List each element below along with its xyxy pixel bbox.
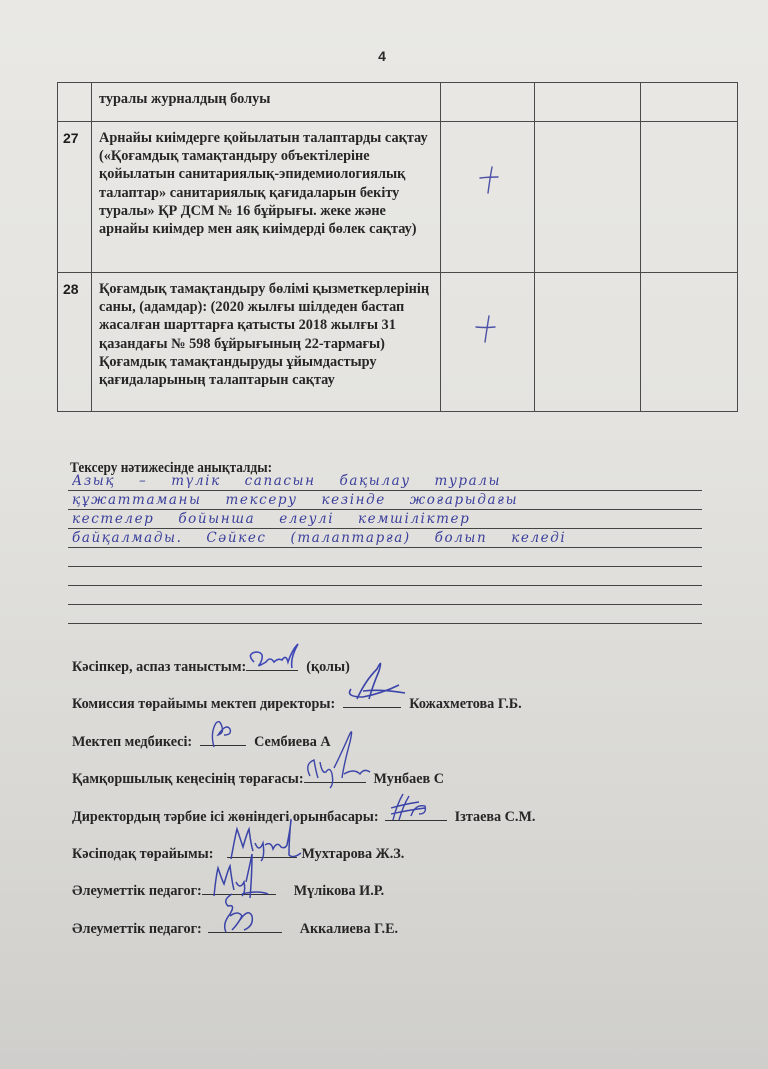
signatory-name: Сембиева А: [254, 734, 331, 750]
signature-label: Директордың тәрбие ісі жөніндегі орынбасары:: [72, 809, 379, 825]
signature-row-director: [72, 693, 522, 713]
findings-line: [68, 567, 702, 586]
handwritten-text: байқалмады. Сәйкес (талаптарға) болып келеді: [72, 530, 567, 546]
signature-icon: [343, 663, 413, 713]
handwritten-text: кестелер бойынша елеулі кемшіліктер: [72, 511, 471, 527]
findings-line: [68, 510, 702, 529]
signature-icon: [385, 792, 435, 824]
handwritten-text: Азық – түлік сапасын бақылау туралы: [72, 473, 502, 489]
requirement-text: Арнайы киімдерге қойылатын талаптарды сақтау («Қоғамдық тамақтандыру объектілеріне қойылатын санитариялық-эпидемиологиялық талаптар» санитариялық қағидаларын бекіту туралы» ҚР ДСМ № 16 бұйрығы. жеке және арнайы киімдер мен аяқ киімдерді бөлек сақтау): [99, 130, 428, 238]
findings-title: Тексеру нәтижесінде анықталды:: [70, 460, 273, 476]
findings-line: [68, 586, 702, 605]
signature-icon: [200, 719, 240, 749]
signatory-name: Мунбаев С: [373, 771, 444, 787]
signature-line: [343, 693, 401, 708]
findings-line: [68, 605, 702, 624]
signature-line: [200, 731, 246, 746]
row-number-cell: [58, 273, 92, 412]
requirement-cell: [92, 273, 441, 412]
handwritten-plus-mark: [478, 166, 500, 194]
row-number-cell: [58, 122, 92, 273]
mark-cell: [535, 83, 641, 122]
requirement-text: туралы журналдың болуы: [99, 91, 271, 107]
findings-line: [68, 529, 702, 548]
signature-row-nurse: [72, 731, 331, 751]
signature-label: Әлеуметтік педагог:: [72, 883, 202, 899]
signature-label: Кәсіпкер, аспаз таныстым:: [72, 659, 247, 675]
requirement-cell: [92, 83, 441, 122]
findings-line: [68, 548, 702, 567]
signature-icon: [304, 728, 374, 788]
table-row: [58, 122, 738, 273]
handwritten-text: құжаттаманы тексеру кезінде жоғарыдағы: [72, 492, 519, 508]
page-number: 4: [378, 48, 386, 64]
signature-row-deputy-director: [72, 806, 535, 826]
signatory-name: Кожахметова Г.Б.: [409, 696, 522, 712]
signature-line: [304, 768, 366, 783]
signature-label: Комиссия төрайымы мектеп директоры:: [72, 696, 336, 712]
findings-lines: [68, 472, 702, 624]
signature-line: [246, 656, 298, 671]
mark-cell: [641, 83, 738, 122]
signature-row-board-chair: [72, 768, 444, 788]
row-number: 28: [63, 281, 79, 297]
signature-label: Мектеп медбикесі:: [72, 734, 193, 750]
signature-line: [208, 918, 282, 933]
signature-icon: [208, 890, 268, 936]
requirement-cell: [92, 122, 441, 273]
table-row: [58, 273, 738, 412]
findings-line: [68, 472, 702, 491]
row-number: 27: [63, 130, 79, 146]
mark-cell: [535, 273, 641, 412]
handwritten-plus-mark: [475, 315, 497, 343]
signature-label: Кәсіподақ төрайымы:: [72, 846, 214, 862]
signature-label: Әлеуметтік педагог:: [72, 921, 202, 937]
mark-cell: [441, 273, 535, 412]
row-number-cell: [58, 83, 92, 122]
table-row: [58, 83, 738, 122]
mark-cell: [441, 122, 535, 273]
requirement-text: Қоғамдық тамақтандыру бөлімі қызметкерлерінің саны, (адамдар): (2020 жылғы шілдеден бастап жасалған шарттарға қатысты 2018 жылғы 31 қазандағы № 598 бұйрығының 22-тармағы) Қоғамдық тамақтандыруды ұйымдастыру қағидаларының талаптарын сақтау: [99, 281, 430, 389]
mark-cell: [535, 122, 641, 273]
signatory-name: Мүлікова И.Р.: [293, 883, 385, 899]
inspection-table: [57, 82, 738, 412]
signature-row-social-pedagogue-2: [72, 918, 398, 938]
signature-line: [385, 806, 447, 821]
signatory-name: Ізтаева С.М.: [454, 809, 536, 825]
signatory-name: Мухтарова Ж.З.: [301, 846, 405, 862]
signature-label: Қамқоршылық кеңесінің төрағасы:: [72, 771, 304, 787]
signatory-name: Аккалиева Г.Е.: [299, 921, 399, 937]
mark-cell: [641, 273, 738, 412]
mark-cell: [641, 122, 738, 273]
findings-line: [68, 491, 702, 510]
signature-icon: [246, 644, 306, 674]
signatory-name: (қолы): [306, 659, 350, 675]
signature-row-entrepreneur: [72, 656, 350, 676]
mark-cell: [441, 83, 535, 122]
